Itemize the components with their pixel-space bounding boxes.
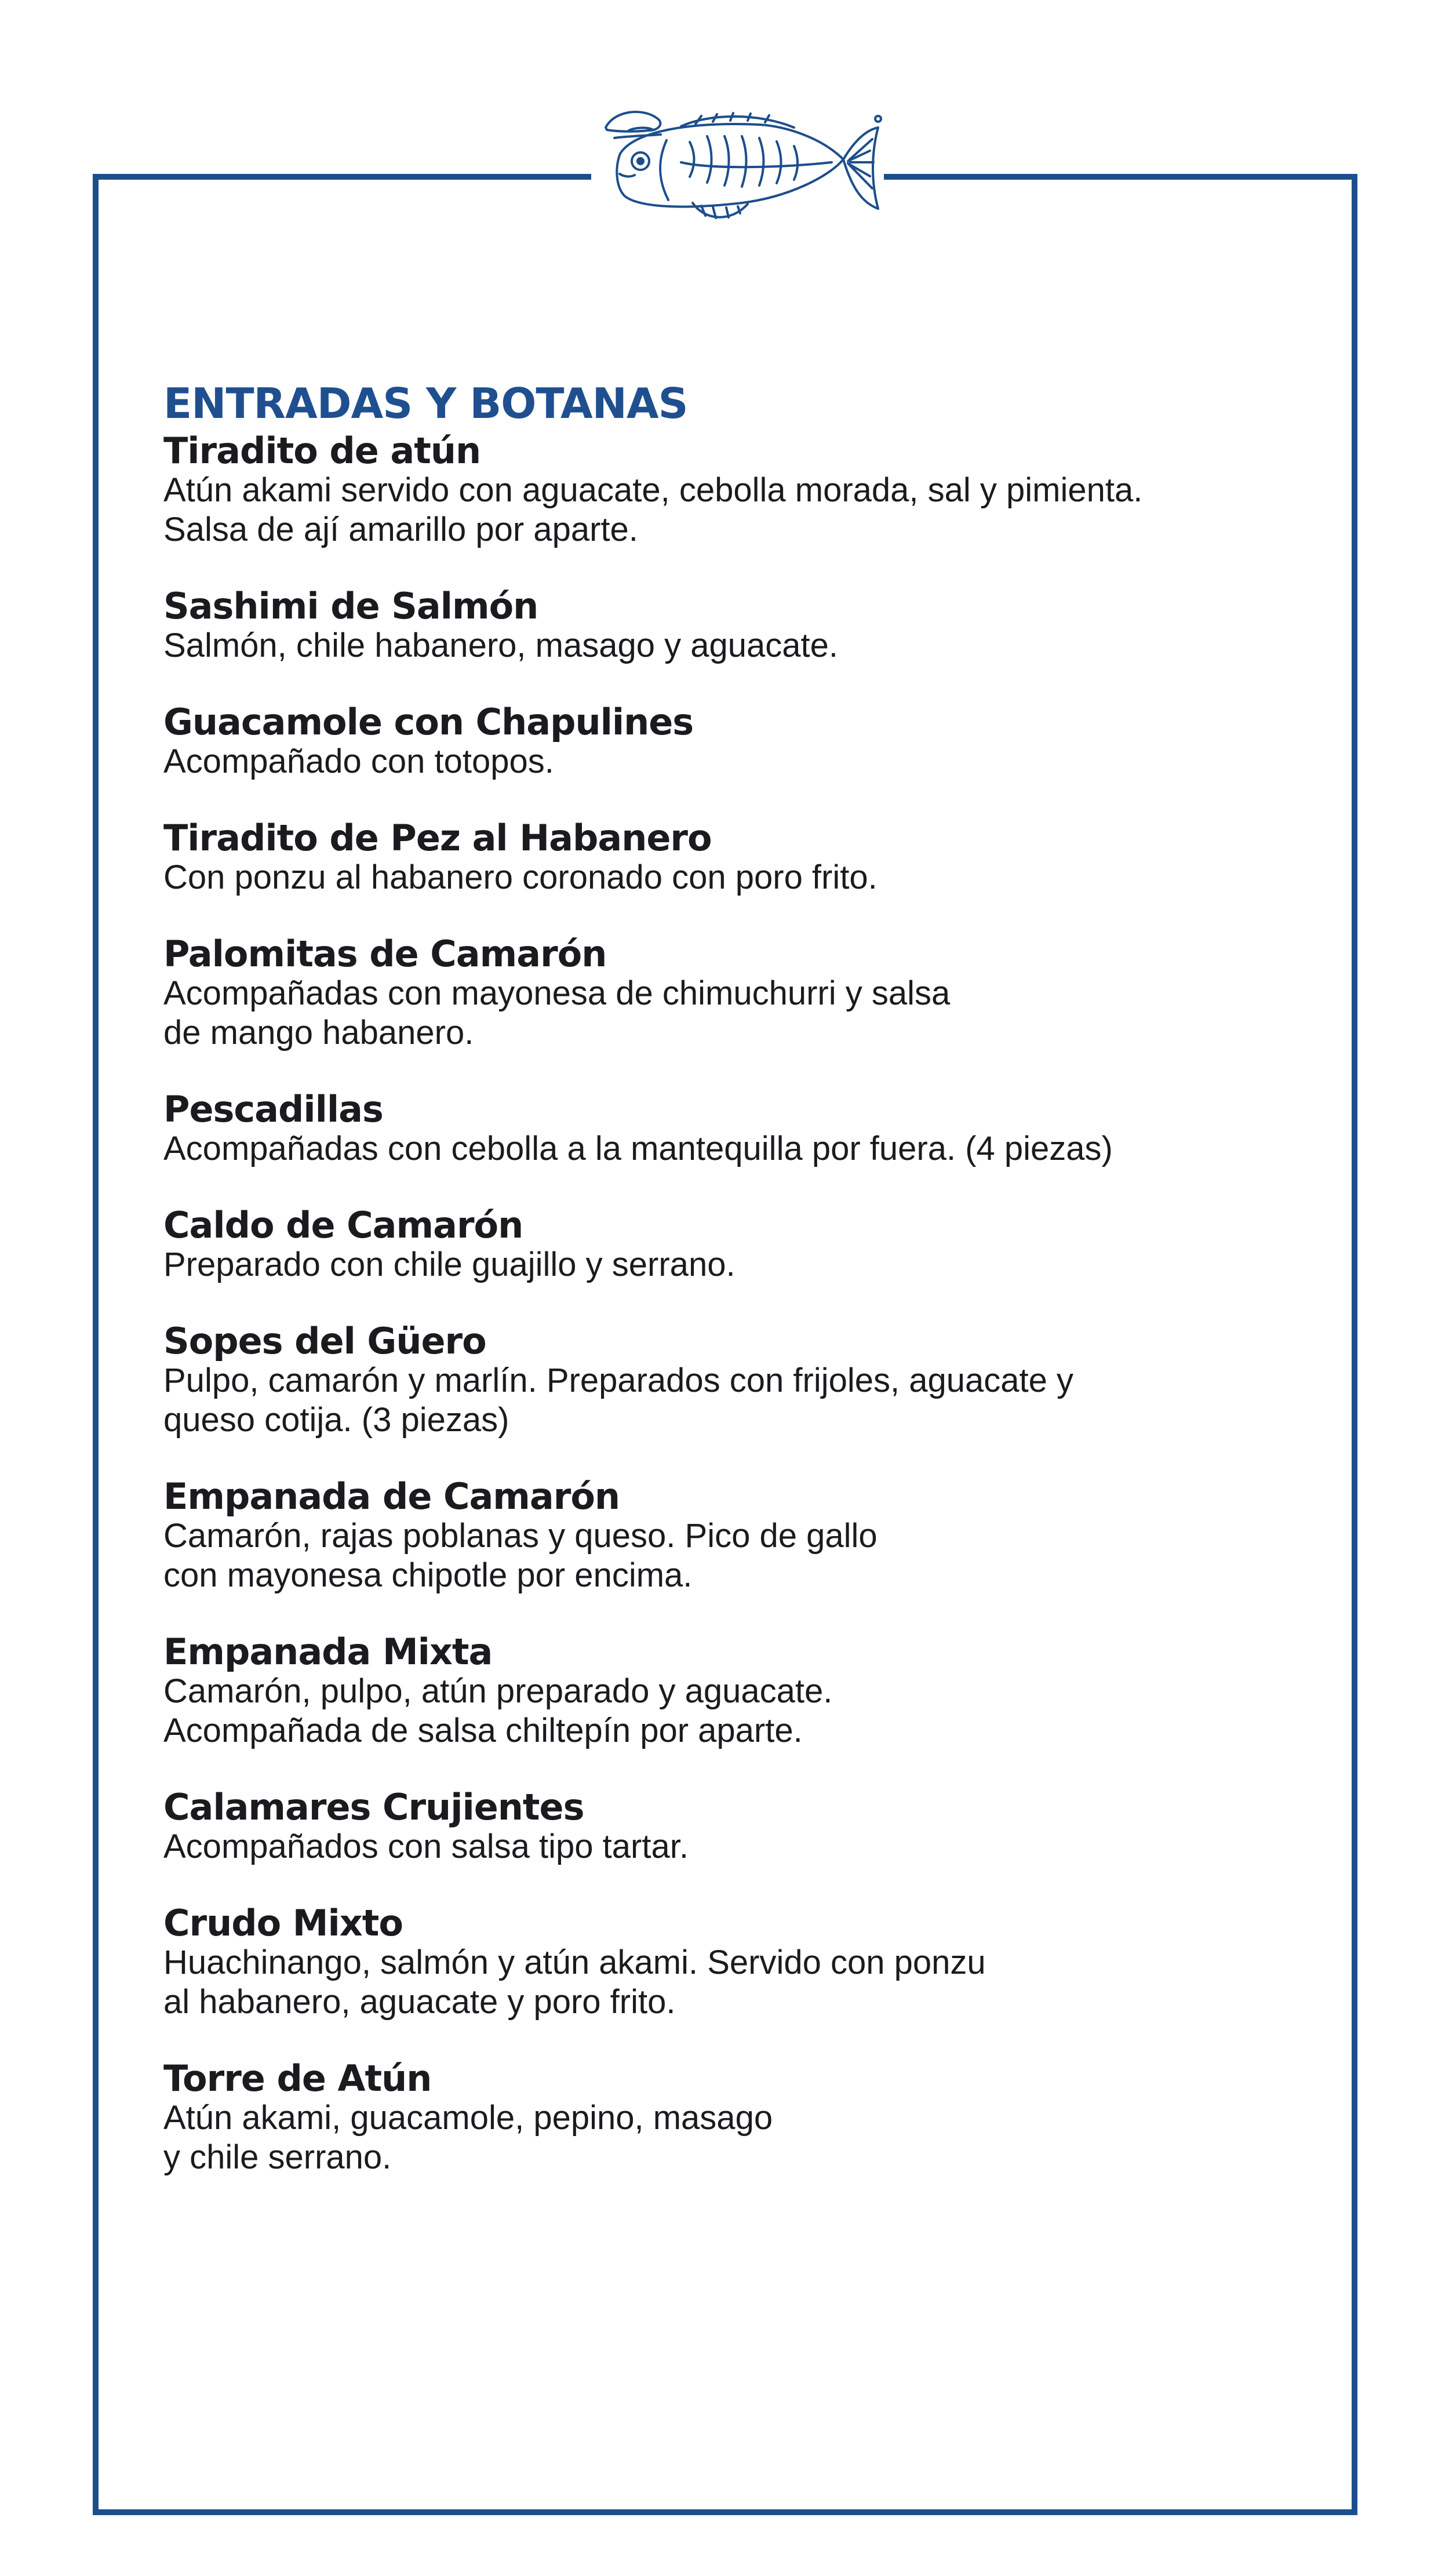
menu-item-name: Torre de Atún [163,2057,432,2100]
menu-item [163,1322,1299,1440]
description-line: Camarón, rajas poblanas y queso. Pico de gallo [163,1517,878,1555]
menu-item-name: Pescadillas [163,1088,383,1130]
menu-item-description [163,2098,1299,2177]
menu-item-description [163,1245,1299,1285]
menu-item-name: Tiradito de Pez al Habanero [163,817,712,859]
menu-item [163,1477,1299,1595]
description-line: Atún akami servido con aguacate, cebolla morada, sal y pimienta. [163,471,1143,509]
description-line: Acompañadas con mayonesa de chimuchurri y salsa [163,974,951,1012]
menu-item [163,1904,1299,2022]
menu-item [163,934,1299,1053]
description-line: de mango habanero. [163,1014,474,1051]
description-line: queso cotija. (3 piezas) [163,1401,509,1439]
description-line: al habanero, aguacate y poro frito. [163,1983,676,2021]
menu-item-name: Calamares Crujientes [163,1786,584,1828]
menu-item-description [163,1943,1299,2022]
menu-item [163,1632,1299,1751]
menu-item-description [163,742,1299,781]
description-line: Con ponzu al habanero coronado con poro frito. [163,858,878,896]
menu-item-name: Empanada de Camarón [163,1475,620,1518]
menu-item [163,1206,1299,1285]
menu-item-description [163,1129,1299,1169]
description-line: Atún akami, guacamole, pepino, masago [163,2099,773,2137]
menu-item-description [163,974,1299,1053]
menu-item-description [163,471,1299,550]
menu-item-name: Sopes del Güero [163,1320,486,1362]
section-title: ENTRADAS Y BOTANAS [163,379,688,428]
menu-content [163,376,1299,2214]
description-line: Pulpo, camarón y marlín. Preparados con frijoles, aguacate y [163,1362,1074,1399]
description-line: Camarón, pulpo, atún preparado y aguacate. [163,1672,833,1710]
menu-item [163,2059,1299,2177]
menu-item [163,1788,1299,1866]
description-line: Acompañadas con cebolla a la mantequilla por fuera. (4 piezas) [163,1130,1113,1167]
description-line: Acompañados con salsa tipo tartar. [163,1828,689,1865]
description-line: Acompañado con totopos. [163,743,554,780]
menu-item-name: Palomitas de Camarón [163,933,607,975]
description-line: Preparado con chile guajillo y serrano. [163,1246,736,1283]
menu-item [163,1090,1299,1169]
menu-item-name: Sashimi de Salmón [163,585,538,627]
description-line: con mayonesa chipotle por encima. [163,1556,693,1594]
menu-item [163,703,1299,781]
menu-item-name: Empanada Mixta [163,1631,493,1673]
menu-item-description [163,1672,1299,1751]
menu-item-description [163,858,1299,897]
menu-item-name: Crudo Mixto [163,1902,403,1944]
menu-item [163,431,1299,550]
description-line: Acompañada de salsa chiltepín por aparte. [163,1712,803,1749]
fish-with-hat-icon [594,104,884,238]
menu-item [163,818,1299,897]
menu-item-description [163,1361,1299,1440]
menu-item-description [163,626,1299,665]
menu-item-name: Tiradito de atún [163,430,481,472]
description-line: Salmón, chile habanero, masago y aguacate. [163,627,838,664]
description-line: Salsa de ají amarillo por aparte. [163,511,638,548]
menu-item-name: Guacamole con Chapulines [163,701,694,743]
menu-item [163,587,1299,665]
menu-item-name: Caldo de Camarón [163,1204,523,1246]
menu-item-description [163,1827,1299,1866]
description-line: Huachinango, salmón y atún akami. Servido con ponzu [163,1944,986,1981]
description-line: y chile serrano. [163,2138,392,2176]
menu-item-description [163,1516,1299,1595]
